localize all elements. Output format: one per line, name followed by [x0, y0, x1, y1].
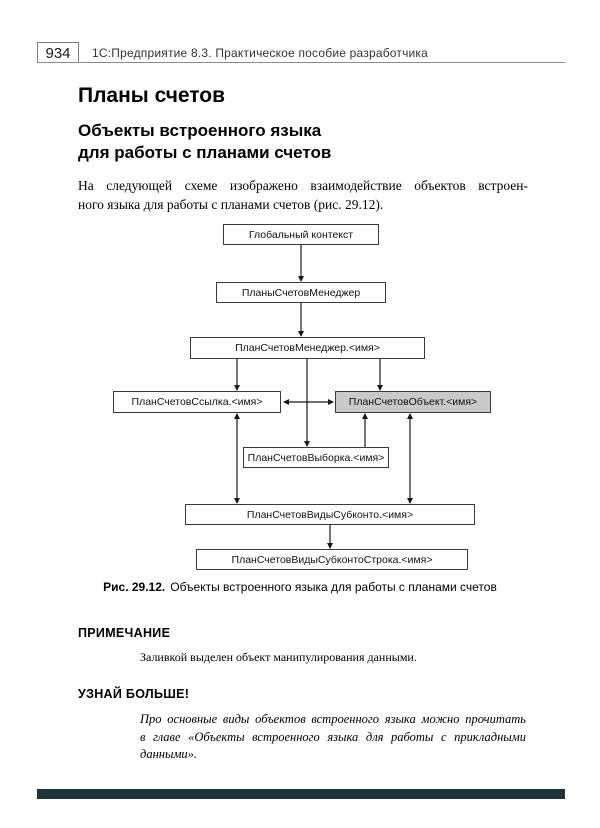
intro-line1: На следующей схеме изображено взаимодействие объектов встроен-: [78, 178, 528, 193]
figure-caption-text: Объекты встроенного языка для работы с планами счетов: [170, 580, 497, 594]
page-title: Планы счетов: [78, 84, 226, 107]
section-subtitle-line1: Объекты встроенного языка: [78, 121, 322, 140]
intro-line2: ного языка для работы с планами счетов (рис. 29.12).: [78, 197, 384, 212]
intro-paragraph: [78, 176, 528, 214]
page-number: [37, 42, 79, 63]
diagram-box-global-context: Глобальный контекст: [223, 224, 379, 245]
note-text: Заливкой выделен объект манипулирования данными.: [140, 650, 417, 664]
diagram-box-plan-schetov-objekt: ПланСчетовОбъект.<имя>: [335, 391, 491, 413]
page-number-text: 934: [45, 44, 71, 62]
section-subtitle-line2: для работы с планами счетов: [78, 143, 332, 162]
figure-caption-label: Рис. 29.12.: [103, 580, 166, 594]
learnmore-text: [140, 711, 526, 764]
diagram-box-plany-schetov-manager: ПланыСчетовМенеджер: [216, 282, 386, 303]
learnmore-line2: в главе «Объекты встроенного языка для работы с прикладными: [140, 729, 526, 744]
diagram-box-plan-schetov-vyborka: ПланСчетовВыборка.<имя>: [243, 447, 389, 468]
header-rule: [37, 62, 565, 63]
diagram-box-vidy-subkonto-stroka: ПланСчетовВидыСубконтоСтрока.<имя>: [196, 549, 468, 570]
note-heading: ПРИМЕЧАНИЕ: [78, 626, 171, 640]
running-header: 1С:Предприятие 8.3. Практическое пособие разработчика: [92, 46, 429, 60]
learnmore-line1: Про основные виды объектов встроенного языка можно прочитать: [140, 712, 526, 726]
section-subtitle: [78, 120, 331, 164]
footer-bar: [37, 789, 565, 799]
figure-caption: [0, 580, 600, 594]
learnmore-heading: УЗНАЙ БОЛЬШЕ!: [78, 687, 190, 701]
diagram-box-plan-schetov-manager-name: ПланСчетовМенеджер.<имя>: [190, 337, 425, 359]
diagram-box-vidy-subkonto: ПланСчетовВидыСубконто.<имя>: [185, 504, 475, 525]
learnmore-line3: данными».: [140, 747, 198, 761]
diagram-box-plan-schetov-ssylka: ПланСчетовСсылка.<имя>: [113, 391, 281, 413]
